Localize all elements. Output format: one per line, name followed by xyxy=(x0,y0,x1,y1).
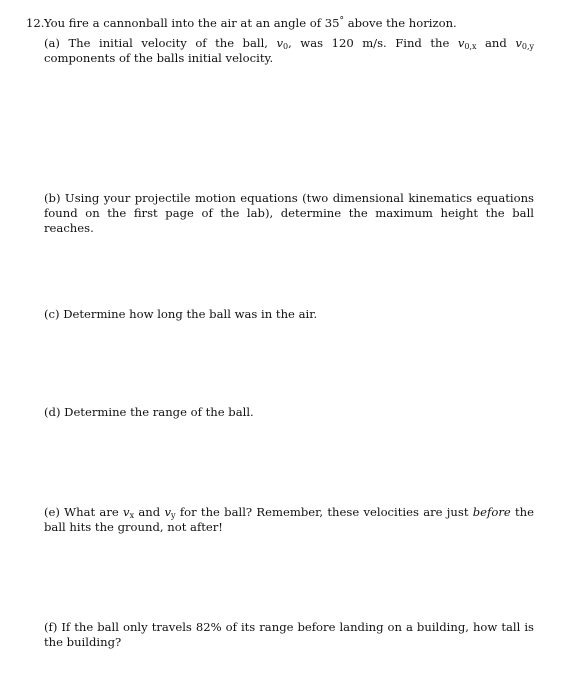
part-e-text xyxy=(44,505,534,535)
problem-text-end: above the horizon. xyxy=(344,16,457,30)
part-a xyxy=(44,36,534,66)
sub-0y: 0,y xyxy=(521,42,535,51)
sub-y: y xyxy=(171,511,176,520)
emphasis-before: before xyxy=(472,505,511,519)
degree-symbol: ° xyxy=(339,16,345,26)
part-e-text-3: for the ball? Remember, these velocities are just xyxy=(175,505,473,519)
part-e-text-4: the ball hits the ground, not after! xyxy=(44,505,534,534)
sub-x: x xyxy=(129,511,135,520)
part-a-text-2: , was 120 m/s. Find the xyxy=(288,36,458,50)
part-a-text-1: (a) The initial velocity of the ball, xyxy=(44,36,277,50)
part-d-text: (d) Determine the range of the ball. xyxy=(44,405,254,419)
var-v: v xyxy=(164,505,172,519)
var-v: v xyxy=(123,505,130,519)
part-f-text: (f) If the ball only travels 82% of its range before landing on a building, how tall is the building? xyxy=(44,620,534,649)
part-c xyxy=(44,307,534,322)
part-b xyxy=(44,191,534,236)
problem-text-start: You fire a cannonball into the air at an angle of 35 xyxy=(44,16,340,30)
sub-0: 0 xyxy=(283,42,289,51)
problem-12-prompt xyxy=(26,16,536,31)
sub-0x: 0,x xyxy=(464,42,477,51)
var-v: v xyxy=(515,36,522,50)
part-a-text-3: and xyxy=(476,36,516,50)
part-d xyxy=(44,405,534,420)
var-v: v xyxy=(276,36,284,50)
problem-number: 12. xyxy=(26,16,45,30)
part-a-text xyxy=(44,36,534,66)
part-e-text-1: (e) What are xyxy=(44,505,124,519)
var-v: v xyxy=(457,36,465,50)
part-e-text-2: and xyxy=(134,505,165,519)
part-c-text: (c) Determine how long the ball was in the air. xyxy=(44,307,318,321)
part-e xyxy=(44,505,534,535)
part-f xyxy=(44,620,534,650)
part-a-text-4: components of the balls initial velocity. xyxy=(44,51,274,65)
part-b-text: (b) Using your projectile motion equations (two dimensional kinematics equations found on the first page of the lab), determine the maximum height the ball reaches. xyxy=(44,191,534,235)
